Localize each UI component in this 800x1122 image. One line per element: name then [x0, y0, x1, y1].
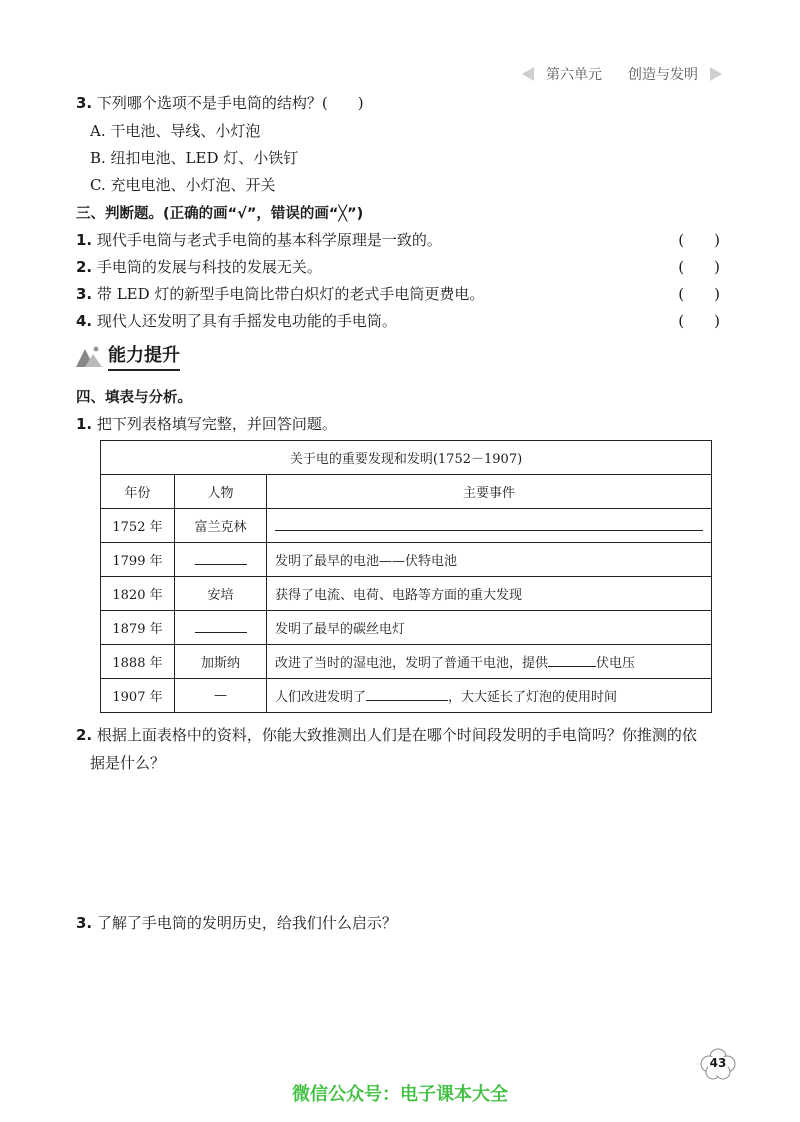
event-text-b: 伏电压: [596, 656, 636, 671]
cell-event: 获得了电流、电荷、电路等方面的重大发现: [267, 577, 712, 611]
question-number: 2.: [76, 726, 93, 744]
invention-blank[interactable]: [366, 687, 448, 701]
question-3-open: [76, 912, 397, 933]
events-table: [100, 440, 712, 713]
judge-item-3: [76, 283, 484, 304]
event-blank[interactable]: [275, 517, 703, 531]
question-number: 1.: [76, 415, 93, 433]
cell-person: 加斯纳: [175, 645, 267, 679]
table-row: [101, 679, 712, 713]
question-text: 下列哪个选项不是手电筒的结构？( ): [96, 94, 364, 112]
judge-section-title: 三、判断题。(正确的画“√”，错误的画“╳”): [76, 206, 364, 222]
table-row: [101, 611, 712, 645]
option-b: B. 纽扣电池、LED 灯、小铁钉: [90, 149, 299, 167]
question-text: 根据上面表格中的资料，你能大致推测出人们是在哪个时间段发明的手电筒吗？你推测的依: [96, 726, 697, 744]
answer-paren-3[interactable]: ( ): [678, 285, 720, 303]
item-number: 4.: [76, 312, 93, 330]
question-2: [76, 724, 697, 745]
question-text: 了解了手电筒的发明历史，给我们什么启示？: [96, 914, 397, 932]
table-row: [101, 509, 712, 543]
page-number-text: 43: [709, 1056, 727, 1070]
question-number: 3.: [76, 94, 93, 112]
unit-label: 第六单元: [546, 67, 602, 83]
triangle-left-icon: [522, 67, 534, 81]
cell-event: [267, 645, 712, 679]
table-caption: 关于电的重要发现和发明(1752－1907): [101, 441, 712, 475]
item-number: 3.: [76, 285, 93, 303]
cell-person: [175, 611, 267, 645]
header-event: 主要事件: [267, 475, 712, 509]
judge-item-1: [76, 229, 442, 250]
triangle-right-icon: [710, 67, 722, 81]
fill-section-title: 四、填表与分析。: [76, 390, 192, 406]
cell-person: [175, 543, 267, 577]
cell-year: 1820 年: [101, 577, 175, 611]
fill-question-1: [76, 413, 337, 434]
section-title: 能力提升: [108, 341, 180, 371]
option-a: A. 干电池、导线、小灯泡: [90, 122, 261, 140]
section-heading: [76, 341, 180, 371]
question-3-choice: [76, 92, 364, 113]
item-text: 带 LED 灯的新型手电筒比带白炽灯的老式手电筒更费电。: [96, 285, 485, 303]
mountain-icon: [76, 345, 102, 367]
event-text-a: 改进了当时的湿电池，发明了普通干电池，提供: [275, 656, 549, 671]
table-row: [101, 645, 712, 679]
cell-event: 发明了最早的电池——伏特电池: [267, 543, 712, 577]
header-person: 人物: [175, 475, 267, 509]
question-text: 把下列表格填写完整，并回答问题。: [96, 415, 337, 433]
cell-year: 1888 年: [101, 645, 175, 679]
cell-event: [267, 509, 712, 543]
item-number: 2.: [76, 258, 93, 276]
answer-paren-4[interactable]: ( ): [678, 312, 720, 330]
judge-item-4: [76, 310, 397, 331]
judge-item-2: [76, 256, 322, 277]
cell-person: 富兰克林: [175, 509, 267, 543]
cell-event: 发明了最早的碳丝电灯: [267, 611, 712, 645]
cell-year: 1879 年: [101, 611, 175, 645]
table-header-row: [101, 475, 712, 509]
person-blank[interactable]: [195, 619, 247, 633]
cell-person: —: [175, 679, 267, 713]
person-blank[interactable]: [195, 551, 247, 565]
item-number: 1.: [76, 231, 93, 249]
event-text-a: 人们改进发明了: [275, 690, 367, 705]
page-header: [522, 64, 722, 84]
question-2-cont: 据是什么？: [90, 754, 166, 772]
header-year: 年份: [101, 475, 175, 509]
item-text: 现代人还发明了具有手摇发电功能的手电筒。: [96, 312, 397, 330]
option-c: C. 充电电池、小灯泡、开关: [90, 176, 276, 194]
answer-paren-1[interactable]: ( ): [678, 231, 720, 249]
cell-year: 1752 年: [101, 509, 175, 543]
table-row: [101, 543, 712, 577]
event-text-b: ，大大延长了灯泡的使用时间: [448, 690, 618, 705]
item-text: 手电筒的发展与科技的发展无关。: [96, 258, 322, 276]
page-number: [700, 1048, 736, 1080]
answer-paren-2[interactable]: ( ): [678, 258, 720, 276]
voltage-blank[interactable]: [548, 653, 596, 667]
cell-person: 安培: [175, 577, 267, 611]
cell-year: 1907 年: [101, 679, 175, 713]
watermark: 微信公众号：电子课本大全: [292, 1084, 508, 1105]
cell-event: [267, 679, 712, 713]
topic-label: 创造与发明: [628, 67, 698, 83]
cell-year: 1799 年: [101, 543, 175, 577]
question-number: 3.: [76, 914, 93, 932]
table-row: [101, 577, 712, 611]
item-text: 现代手电筒与老式手电筒的基本科学原理是一致的。: [96, 231, 442, 249]
